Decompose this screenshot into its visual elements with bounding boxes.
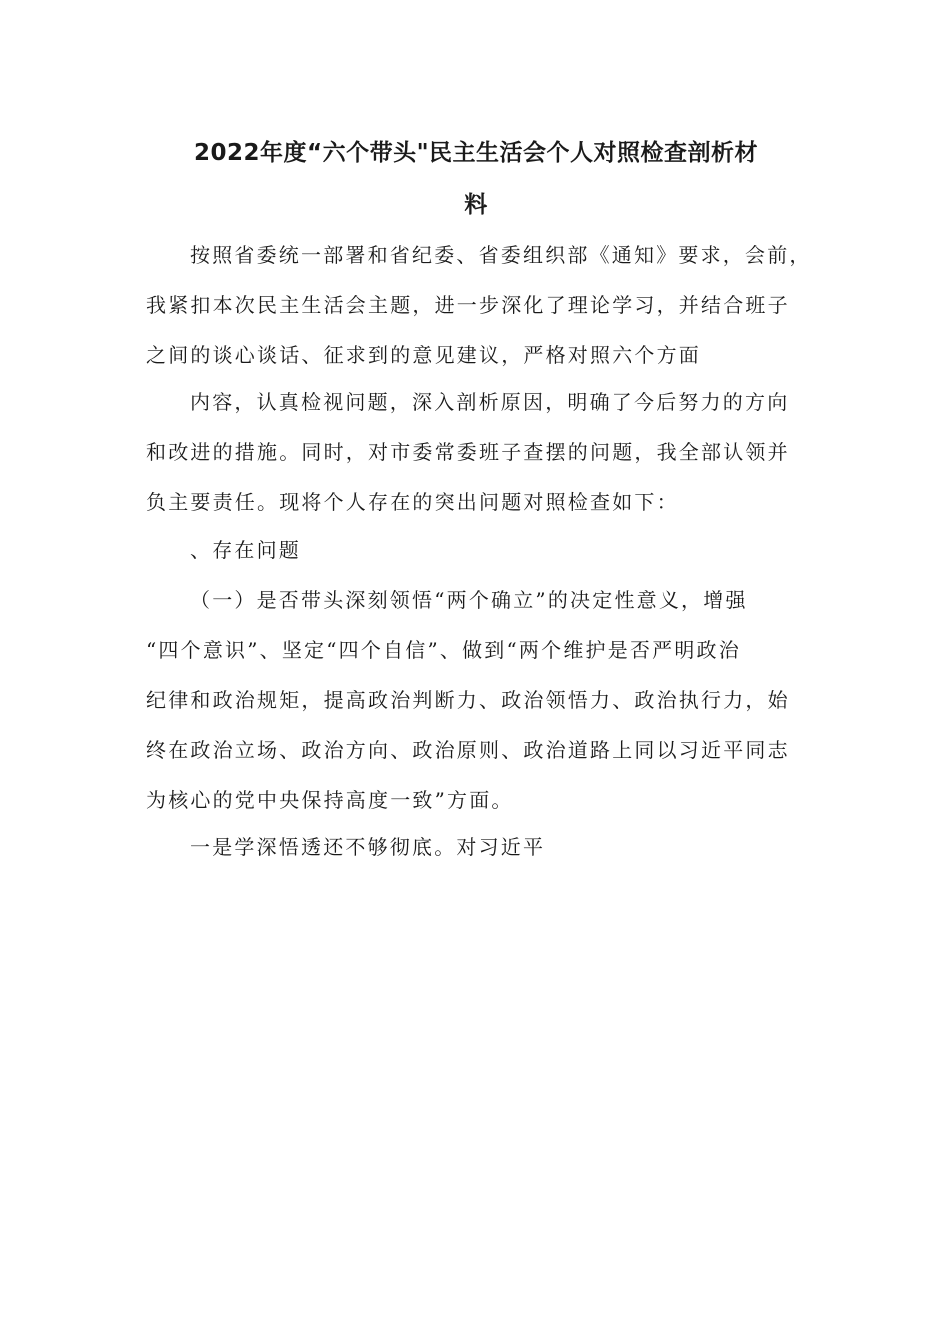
document-title-line-1: 2022年度“六个带头"民主生活会个人对照检查剖析材	[193, 140, 759, 166]
paragraph-line: 内容，认真检视问题，深入剖析原因，明确了今后努力的方向	[190, 390, 790, 414]
paragraph-line: “四个意识”、坚定“四个自信”、做到“两个维护是否严明政治	[146, 638, 741, 662]
paragraph-line: 一是学深悟透还不够彻底。对习近平	[190, 835, 546, 859]
paragraph-line: 为核心的党中央保持高度一致”方面。	[146, 788, 514, 812]
paragraph-line: 终在政治立场、政治方向、政治原则、政治道路上同以习近平同志	[146, 738, 790, 762]
paragraph-line: 负主要责任。现将个人存在的突出问题对照检查如下：	[146, 490, 679, 514]
section-heading-text: 、存在问题	[190, 538, 301, 562]
paragraph-content	[146, 377, 811, 527]
paragraph-line: （一）是否带头深刻领悟“两个确立”的决定性意义，增强	[190, 588, 748, 612]
section-heading	[146, 525, 811, 575]
paragraph-line: 按照省委统一部署和省纪委、省委组织部《通知》要求，会前，	[190, 243, 812, 267]
paragraph-line: 纪律和政治规矩，提高政治判断力、政治领悟力、政治执行力，始	[146, 688, 790, 712]
paragraph-line: 和改进的措施。同时，对市委常委班子查摆的问题，我全部认领并	[146, 440, 790, 464]
document-title-line-2: 料	[464, 192, 488, 218]
paragraph-line: 我紧扣本次民主生活会主题，进一步深化了理论学习，并结合班子	[146, 293, 790, 317]
paragraph-line: 之间的谈心谈话、征求到的意见建议，严格对照六个方面	[146, 343, 701, 367]
paragraph-intro	[146, 230, 811, 380]
paragraph-point-one	[146, 822, 811, 872]
paragraph-item-one	[146, 575, 811, 825]
